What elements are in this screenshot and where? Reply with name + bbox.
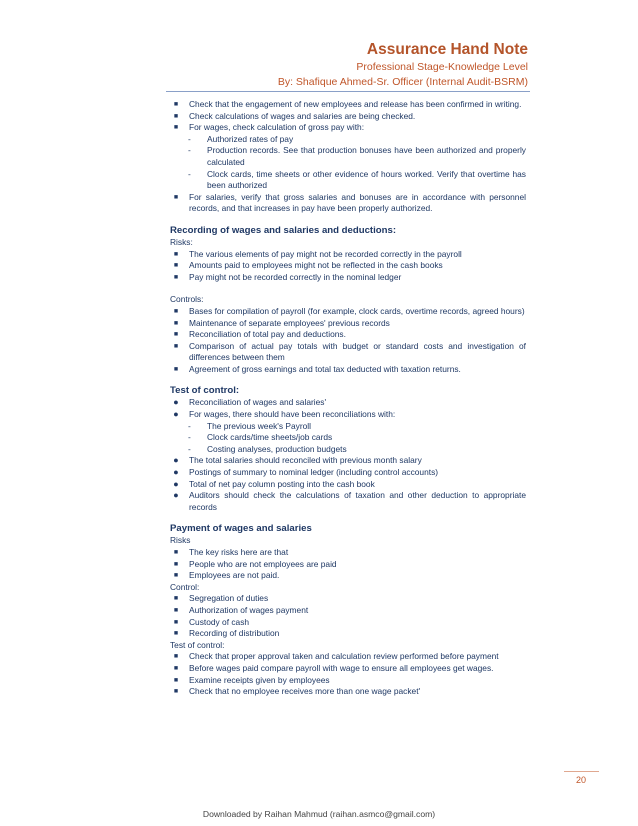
document-author: By: Shafique Ahmed-Sr. Officer (Internal Audit-BSRM) <box>277 76 528 88</box>
list-item: ■ Amounts paid to employees might not be reflected in the cash books <box>170 260 526 272</box>
test-label: Test of control: <box>170 639 225 650</box>
sub-list-item: - Clock cards/time sheets/job cards <box>188 432 333 443</box>
list-item: ● Auditors should check the calculations of taxation and other deduction to appropriate records <box>170 490 526 513</box>
square-bullet-icon: ■ <box>173 101 179 108</box>
list-item: ■ People who are not employees are paid <box>170 559 526 571</box>
list-item: ■ Examine receipts given by employees <box>170 675 526 687</box>
list-item: ■ Maintenance of separate employees' previous records <box>170 318 526 330</box>
list-item: ● For wages, there should have been reconciliations with: <box>170 409 526 421</box>
square-bullet-icon: ■ <box>173 193 179 201</box>
section-heading: Recording of wages and salaries and deductions: <box>170 224 397 236</box>
list-item: ● Total of net pay column posting into the cash book <box>170 479 526 491</box>
controls-label: Controls: <box>170 294 204 305</box>
risks-label: Risks <box>170 535 191 546</box>
list-item: ■ Recording of distribution <box>170 628 526 640</box>
round-bullet-icon: ● <box>173 455 179 466</box>
sub-list-item: - Production records. See that production bonuses have been authorized and properly calculated <box>188 145 526 167</box>
list-item: ■ The various elements of pay might not be recorded correctly in the payroll <box>170 249 526 261</box>
page-header <box>278 40 528 90</box>
square-bullet-icon: ■ <box>173 365 179 373</box>
square-bullet-icon: ■ <box>173 342 179 350</box>
square-bullet-icon: ■ <box>173 595 179 603</box>
control-label: Control: <box>170 581 200 592</box>
list-item: ■ The key risks here are that <box>170 547 526 559</box>
square-bullet-icon: ■ <box>173 688 179 696</box>
list-item: ■ For wages, check calculation of gross pay with: <box>170 122 526 134</box>
header-divider <box>166 91 530 92</box>
square-bullet-icon: ■ <box>173 676 179 684</box>
square-bullet-icon: ■ <box>173 618 179 626</box>
list-item: ■ Check that proper approval taken and calculation review performed before payment <box>170 651 526 663</box>
list-item: ■ Comparison of actual pay totals with budget or standard costs and investigation of differences between them <box>170 341 526 364</box>
list-item: ■ Reconciliation of total pay and deductions. <box>170 329 526 341</box>
square-bullet-icon: ■ <box>173 319 179 327</box>
sub-list-item: - Clock cards, time sheets or other evidence of hours worked. Verify that overtime has been authorized <box>188 168 526 191</box>
square-bullet-icon: ■ <box>173 112 179 120</box>
list-item: ■ Bases for compilation of payroll (for example, clock cards, overtime records, agreed hours) <box>170 306 526 318</box>
list-item: ● Postings of summary to nominal ledger (including control accounts) <box>170 467 526 479</box>
list-item: ■ Check that no employee receives more than one wage packet' <box>170 686 526 698</box>
square-bullet-icon: ■ <box>173 653 179 661</box>
square-bullet-icon: ■ <box>173 630 179 638</box>
document-body <box>170 99 526 698</box>
square-bullet-icon: ■ <box>173 606 179 614</box>
square-bullet-icon: ■ <box>173 331 179 339</box>
sub-list-item: - The previous week's Payroll <box>188 420 312 431</box>
list-item: ■ Employees are not paid. <box>170 570 526 582</box>
list-item: ■ Pay might not be recorded correctly in the nominal ledger <box>170 272 526 284</box>
square-bullet-icon: ■ <box>173 273 179 281</box>
square-bullet-icon: ■ <box>173 560 179 568</box>
round-bullet-icon: ● <box>173 397 179 408</box>
sub-list-item: - Authorized rates of pay <box>188 133 294 144</box>
square-bullet-icon: ■ <box>173 572 179 580</box>
square-bullet-icon: ■ <box>173 307 179 315</box>
square-bullet-icon: ■ <box>173 250 179 258</box>
round-bullet-icon: ● <box>173 409 179 420</box>
list-item: ■ Agreement of gross earnings and total tax deducted with taxation returns. <box>170 364 526 376</box>
document-subtitle: Professional Stage-Knowledge Level <box>356 61 528 73</box>
round-bullet-icon: ● <box>173 490 179 501</box>
list-item: ■ Check that the engagement of new employees and release has been confirmed in writing. <box>170 99 526 111</box>
page-number-rule <box>564 771 599 772</box>
square-bullet-icon: ■ <box>173 262 179 270</box>
list-item: ■ Authorization of wages payment <box>170 605 526 617</box>
list-item: ● The total salaries should reconciled with previous month salary <box>170 455 526 467</box>
list-item: ■ Check calculations of wages and salaries are being checked. <box>170 111 526 123</box>
round-bullet-icon: ● <box>173 478 179 489</box>
download-footer: Downloaded by Raihan Mahmud (raihan.asmco@gmail.com) <box>202 809 436 819</box>
list-item: ● Reconciliation of wages and salaries' <box>170 397 526 409</box>
section-heading: Test of control: <box>170 385 240 397</box>
document-title: Assurance Hand Note <box>366 41 528 58</box>
round-bullet-icon: ● <box>173 467 179 478</box>
square-bullet-icon: ■ <box>173 549 179 556</box>
sub-list-item: - Costing analyses, production budgets <box>188 443 347 454</box>
section-heading: Payment of wages and salaries <box>170 523 312 535</box>
risks-label: Risks: <box>170 236 193 247</box>
page-number: 20 <box>576 775 587 785</box>
square-bullet-icon: ■ <box>173 664 179 672</box>
square-bullet-icon: ■ <box>173 124 179 132</box>
list-item: ■ Segregation of duties <box>170 593 526 605</box>
list-item: ■ Before wages paid compare payroll with wage to ensure all employees get wages. <box>170 663 526 675</box>
list-item: ■ For salaries, verify that gross salaries and bonuses are in accordance with personnel records, and that increases in pay have been properly authorized. <box>170 192 526 215</box>
list-item: ■ Custody of cash <box>170 617 526 629</box>
